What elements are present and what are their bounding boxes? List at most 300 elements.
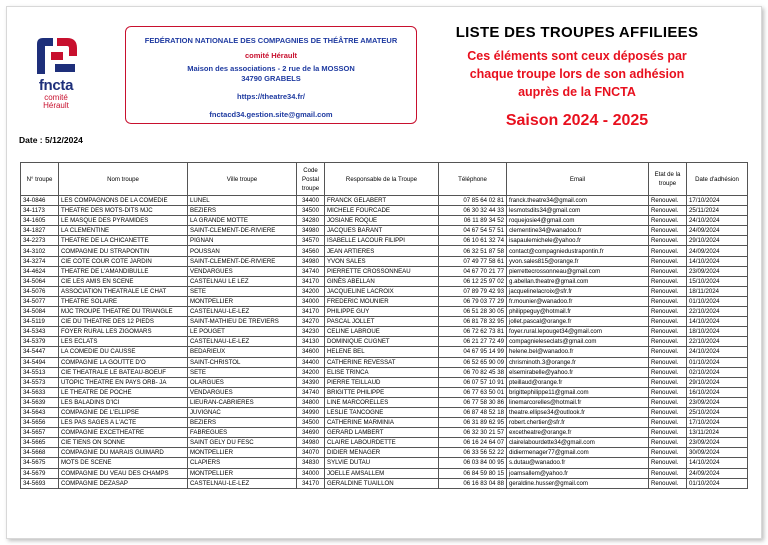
troupe-phone: 06 87 48 52 18 [439,407,507,417]
troupe-city: SAINT-CLEMENT-DE-RIVIERE [188,256,297,266]
table-row [21,256,748,266]
troupe-number: 34-5657 [21,428,59,438]
troupe-date: 14/10/2024 [687,256,748,266]
troupe-number: 34-1605 [21,216,59,226]
troupe-name: COMPAGNIE DEZASAP [59,478,188,488]
troupe-postal-code: 34270 [297,317,325,327]
troupe-city: SETE [188,286,297,296]
col-header-email: Email [507,163,649,196]
troupe-manager: JEAN ARTIERES [325,246,439,256]
troupe-date: 29/10/2024 [687,236,748,246]
troupe-city: SAINT-CHRISTOL [188,357,297,367]
troupe-date: 30/09/2024 [687,448,748,458]
troupe-name: LA COMEDIE DU CAUSSE [59,347,188,357]
troupe-email[interactable]: jollet.pascal@orange.fr [507,317,649,327]
troupe-city: VENDARGUES [188,387,297,397]
troupe-email[interactable]: pierrettecrossonneau@gmail.com [507,266,649,276]
troupe-status: Renouvel. [649,438,687,448]
troupe-phone: 06 81 78 32 95 [439,317,507,327]
website-link[interactable]: https://theatre34.fr/ [237,92,305,101]
troupe-date: 02/10/2024 [687,367,748,377]
troupe-date: 25/11/2024 [687,206,748,216]
troupe-manager: FRANCK GELABERT [325,196,439,206]
troupe-postal-code: 34390 [297,377,325,387]
troupe-status: Renouvel. [649,216,687,226]
troupe-postal-code: 34500 [297,418,325,428]
table-row [21,337,748,347]
table-row [21,438,748,448]
troupe-name: MJC TROUPE THEATRE DU TRIANGLE [59,307,188,317]
table-row [21,377,748,387]
troupe-date: 18/10/2024 [687,327,748,337]
troupe-number: 34-5639 [21,397,59,407]
troupe-date: 24/09/2024 [687,468,748,478]
document-date: Date : 5/12/2024 [19,135,83,145]
troupe-status: Renouvel. [649,256,687,266]
troupe-date: 18/11/2024 [687,286,748,296]
troupe-city: LUNEL [188,196,297,206]
troupe-phone: 07 85 64 02 81 [439,196,507,206]
troupe-date: 22/10/2024 [687,337,748,347]
troupe-email[interactable]: g.abellan.theatre@gmail.com [507,276,649,286]
troupe-city: BEZIERS [188,418,297,428]
troupe-phone: 06 79 03 77 29 [439,296,507,306]
troupe-manager: GINÈS ABELLAN [325,276,439,286]
troupe-status: Renouvel. [649,236,687,246]
troupe-city: SAINT GELY DU FESC [188,438,297,448]
troupe-number: 34-5675 [21,458,59,468]
troupe-name: THEATRE DES MOTS-DITS MJC [59,206,188,216]
troupe-postal-code: 34980 [297,438,325,448]
troupe-postal-code: 34740 [297,266,325,276]
col-header-manager: Responsable de la Troupe [325,163,439,196]
troupe-city: POUSSAN [188,246,297,256]
troupe-postal-code: 34230 [297,327,325,337]
troupe-manager: PHILIPPE GUY [325,307,439,317]
troupe-city: LIEURAN-CABRIERES [188,397,297,407]
troupe-number: 34-5668 [21,448,59,458]
table-row [21,196,748,206]
document-title: LISTE DES TROUPES AFFILIEES [455,24,699,41]
troupe-number: 34-5656 [21,418,59,428]
troupe-date: 13/11/2024 [687,428,748,438]
troupe-city: FABREGUES [188,428,297,438]
troupe-status: Renouvel. [649,387,687,397]
table-row [21,307,748,317]
troupe-date: 17/10/2024 [687,418,748,428]
table-row [21,428,748,438]
troupe-postal-code: 34170 [297,276,325,286]
troupe-phone: 04 67 70 21 77 [439,266,507,276]
troupe-date: 23/09/2024 [687,397,748,407]
table-row [21,317,748,327]
troupe-name: THEATRE DE LA CHICANETTE [59,236,188,246]
troupe-status: Renouvel. [649,226,687,236]
committee-name: comité Hérault [244,51,298,60]
troupe-postal-code: 34560 [297,246,325,256]
table-row [21,286,748,296]
troupe-manager: HELENE BEL [325,347,439,357]
troupe-phone: 04 67 95 14 99 [439,347,507,357]
troupe-city: LA GRANDE MOTTE [188,216,297,226]
troupe-name: COMPAGNIE DU STRAPONTIN [59,246,188,256]
troupe-name: CIE LES AMIS EN SCENE [59,276,188,286]
troupe-name: THEATRE SOLAIRE [59,296,188,306]
troupe-date: 25/10/2024 [687,407,748,417]
troupe-date: 16/10/2024 [687,387,748,397]
troupe-email[interactable]: pteillaud@orange.fr [507,377,649,387]
document-page [6,6,762,539]
troupe-email[interactable]: yvon.sales815@orange.fr [507,256,649,266]
troupe-manager: PASCAL JOLLET [325,317,439,327]
troupe-number: 34-5084 [21,307,59,317]
troupe-status: Renouvel. [649,448,687,458]
troupe-phone: 07 89 79 42 93 [439,286,507,296]
troupe-city: MONTPELLIER [188,468,297,478]
troupe-date: 15/10/2024 [687,276,748,286]
table-row [21,246,748,256]
troupe-phone: 06 32 30 21 57 [439,428,507,438]
troupe-number: 34-5343 [21,327,59,337]
troupe-status: Renouvel. [649,468,687,478]
table-row [21,478,748,488]
troupe-name: LES ECLATS [59,337,188,347]
troupe-phone: 06 16 24 64 07 [439,438,507,448]
troupe-name: COMPAGNIE DU MARAIS GUIMARD [59,448,188,458]
troupe-email[interactable]: lesmotsdits34@gmail.com [507,206,649,216]
troupe-number: 34-3274 [21,256,59,266]
troupe-email[interactable]: robert.chertier@sfr.fr [507,418,649,428]
email-link[interactable]: fnctacd34.gestion.site@gmail.com [209,110,333,119]
col-header-phone: Téléphone [439,163,507,196]
troupe-manager: ELISE TRINCA [325,367,439,377]
troupe-manager: DOMINIQUE CUGNET [325,337,439,347]
troupe-phone: 06 31 89 62 95 [439,418,507,428]
troupe-status: Renouvel. [649,478,687,488]
troupe-date: 23/09/2024 [687,438,748,448]
troupe-phone: 06 32 51 87 58 [439,246,507,256]
troupe-status: Renouvel. [649,246,687,256]
troupe-number: 34-3102 [21,246,59,256]
troupe-name: LE MASQUE DES PYRAMIDES [59,216,188,226]
troupe-email[interactable]: jacquelinelacroix@sfr.fr [507,286,649,296]
troupes-table [20,162,748,489]
troupe-phone: 06 77 63 50 01 [439,387,507,397]
table-row [21,236,748,246]
troupe-postal-code: 34200 [297,286,325,296]
troupe-email[interactable]: compagnieleseclats@gmail.com [507,337,649,347]
col-header-name: Nom troupe [59,163,188,196]
troupe-number: 34-5633 [21,387,59,397]
season-label: Saison 2024 - 2025 [505,112,649,129]
troupe-date: 01/10/2024 [687,478,748,488]
troupe-status: Renouvel. [649,327,687,337]
troupe-postal-code: 34830 [297,458,325,468]
troupe-status: Renouvel. [649,397,687,407]
table-row [21,357,748,367]
troupe-postal-code: 34570 [297,236,325,246]
logo-sub-comite: comité [44,93,68,102]
troupe-name: LES BALADINS D'ICI [59,397,188,407]
troupe-city: CLAPIERS [188,458,297,468]
federation-info-box [125,26,417,124]
logo-sub-herault: Hérault [43,101,69,110]
troupe-number: 34-5643 [21,407,59,417]
troupe-email[interactable]: linemarcorelles@hotmail.fr [507,397,649,407]
troupe-manager: JACQUELINE LACROIX [325,286,439,296]
troupe-date: 17/10/2024 [687,196,748,206]
troupe-manager: LINE MARCORELLES [325,397,439,407]
troupe-manager: LESLIE TANCOGNE [325,407,439,417]
troupe-city: CASTELNAU-LE-LEZ [188,478,297,488]
troupe-status: Renouvel. [649,276,687,286]
troupe-name: CIE TIENS ON SONNE [59,438,188,448]
table-row [21,407,748,417]
troupe-manager: MICHELE FOURCADE [325,206,439,216]
troupe-number: 34-5494 [21,357,59,367]
logo-text: fncta [38,77,74,94]
table-row [21,347,748,357]
troupe-manager: CLAIRE LABOURDETTE [325,438,439,448]
troupe-city: MONTPELLIER [188,448,297,458]
col-header-status: Etat de la troupe [649,163,687,196]
table-row [21,276,748,286]
troupe-date: 22/10/2024 [687,307,748,317]
postal-line: 34790 GRABELS [241,74,301,83]
troupe-postal-code: 34690 [297,428,325,438]
troupe-city: CASTELNAU-LE-LEZ [188,307,297,317]
troupe-city: SETE [188,367,297,377]
troupe-phone: 06 33 56 52 22 [439,448,507,458]
troupe-number: 34-5077 [21,296,59,306]
troupe-city: JUVIGNAC [188,407,297,417]
troupe-status: Renouvel. [649,418,687,428]
table-row [21,448,748,458]
troupe-city: BEDARIEUX [188,347,297,357]
troupe-email[interactable]: excetheatre@orange.fr [507,428,649,438]
troupe-postal-code: 34280 [297,216,325,226]
troupe-phone: 06 11 89 34 52 [439,216,507,226]
troupe-manager: ISABELLE LACOUR FILIPPI [325,236,439,246]
troupe-number: 34-0846 [21,196,59,206]
fncta-logo-mark [31,34,81,76]
troupe-phone: 04 67 54 57 51 [439,226,507,236]
troupe-number: 34-2273 [21,236,59,246]
troupe-city: BEZIERS [188,206,297,216]
troupe-name: UTOPIC THEATRE EN PAYS ORB- JA [59,377,188,387]
troupe-postal-code: 34990 [297,407,325,417]
troupe-manager: JOSIANE ROQUE [325,216,439,226]
troupe-manager: GERALDINE TUAILLON [325,478,439,488]
troupe-status: Renouvel. [649,347,687,357]
troupe-number: 34-5665 [21,438,59,448]
troupe-date: 23/09/2024 [687,266,748,276]
federation-name: FEDÉRATION NATIONALE DES COMPAGNIES DE THÉÂTRE AMATEUR [144,36,398,45]
note-line-3: auprès de la FNCTA [518,85,636,99]
troupe-name: THEATRE DE L'AMANDIBULLE [59,266,188,276]
troupe-manager: SYLVIE DUTAU [325,458,439,468]
troupe-status: Renouvel. [649,286,687,296]
troupe-status: Renouvel. [649,317,687,327]
troupe-number: 34-5573 [21,377,59,387]
troupe-city: SAINT-MATHIEU DE TREVIERS [188,317,297,327]
troupe-email[interactable]: franck.theatre34@gmail.com [507,196,649,206]
troupe-name: ASSOCIATION THEATRALE LE CHAT [59,286,188,296]
address-line: Maison des associations - 2 rue de la MOSSON [187,64,355,73]
troupe-number: 34-5693 [21,478,59,488]
table-row [21,206,748,216]
troupe-email[interactable]: roquejosie4@gmail.com [507,216,649,226]
troupe-phone: 06 77 58 30 86 [439,397,507,407]
troupe-manager: FREDERIC MOUNIER [325,296,439,306]
troupe-status: Renouvel. [649,357,687,367]
col-header-postal: Code Postal troupe [297,163,325,196]
troupe-status: Renouvel. [649,307,687,317]
table-row [21,327,748,337]
troupe-city: CASTELNAU LE LEZ [188,276,297,286]
col-header-date: Date d'adhésion [687,163,748,196]
troupe-name: LES PAS SAGES A L'ACTE [59,418,188,428]
troupe-date: 01/10/2024 [687,357,748,367]
table-row [21,266,748,276]
troupe-manager: PIERRE TEILLAUD [325,377,439,387]
troupe-name: FOYER RURAL LES ZIGOMARS [59,327,188,337]
troupe-phone: 06 70 82 45 38 [439,367,507,377]
troupe-postal-code: 34000 [297,468,325,478]
troupe-manager: CATHERINE MARMINIA [325,418,439,428]
col-header-number: N° troupe [21,163,59,196]
troupe-postal-code: 34170 [297,307,325,317]
troupe-postal-code: 34070 [297,448,325,458]
troupe-number: 34-1173 [21,206,59,216]
troupe-email[interactable]: elsemirabelle@yahoo.fr [507,367,649,377]
troupe-phone: 06 72 62 73 81 [439,327,507,337]
troupe-phone: 06 16 83 04 88 [439,478,507,488]
troupe-date: 29/10/2024 [687,377,748,387]
troupe-number: 34-1827 [21,226,59,236]
troupe-postal-code: 34130 [297,337,325,347]
troupe-date: 01/10/2024 [687,296,748,306]
col-header-city: Ville troupe [188,163,297,196]
troupe-manager: JOELLE AMSALLEM [325,468,439,478]
troupe-city: OLARGUES [188,377,297,387]
troupe-email[interactable]: didiermenager77@gmail.com [507,448,649,458]
troupe-status: Renouvel. [649,367,687,377]
troupe-email[interactable]: foyer.rural.lepouget34@gmail.com [507,327,649,337]
troupe-name: LES COMPAGNONS DE LA COMEDIE [59,196,188,206]
troupe-email[interactable]: contact@compagniedustrapontin.fr [507,246,649,256]
troupe-phone: 06 07 57 10 91 [439,377,507,387]
troupe-date: 14/10/2024 [687,317,748,327]
troupe-email[interactable]: helene.bel@wanadoo.fr [507,347,649,357]
troupe-date: 24/10/2024 [687,216,748,226]
troupe-date: 24/09/2024 [687,246,748,256]
table-row [21,418,748,428]
troupe-number: 34-5076 [21,286,59,296]
troupe-email[interactable]: brigittephilippe11@gmail.com [507,387,649,397]
troupe-email[interactable]: theatre.ellipse34@outlook.fr [507,407,649,417]
troupe-phone: 06 12 25 97 02 [439,276,507,286]
troupe-city: MONTPELLIER [188,296,297,306]
table-row [21,397,748,407]
troupe-email[interactable]: chrisminoth.3@orange.fr [507,357,649,367]
troupe-name: LA CLEMENTINE [59,226,188,236]
table-body [21,196,748,489]
troupe-city: LE POUGET [188,327,297,337]
troupe-phone: 06 03 84 00 95 [439,458,507,468]
troupe-postal-code: 34500 [297,206,325,216]
troupe-name: CIE DU THEATRE DES 12 PIEDS [59,317,188,327]
troupe-name: MOTS DE SCENE [59,458,188,468]
table-row [21,216,748,226]
troupe-postal-code: 34740 [297,387,325,397]
note-line-2: chaque troupe lors de son adhésion [469,67,685,81]
troupe-number: 34-5379 [21,337,59,347]
troupe-manager: DIDIER MENAGER [325,448,439,458]
troupe-name: CIE COTE COUR COTE JARDIN [59,256,188,266]
troupe-name: COMPAGNIE DE L'ELLIPSE [59,407,188,417]
troupe-postal-code: 34980 [297,226,325,236]
troupe-email[interactable]: s.dutau@wanadoo.fr [507,458,649,468]
troupe-phone: 07 49 77 58 61 [439,256,507,266]
troupe-postal-code: 34800 [297,397,325,407]
troupe-manager: CATHERINE REVESSAT [325,357,439,367]
troupe-city: CASTELNAU-LE-LEZ [188,337,297,347]
troupe-postal-code: 34400 [297,357,325,367]
troupe-postal-code: 34200 [297,367,325,377]
troupe-number: 34-5447 [21,347,59,357]
troupe-name: CIE THEATRALE LE BATEAU-BOEUF [59,367,188,377]
troupe-email[interactable]: philippeguy@hotmail.fr [507,307,649,317]
troupe-postal-code: 34170 [297,478,325,488]
troupe-name: LE THEATRE DE POCHE [59,387,188,397]
troupe-postal-code: 34000 [297,296,325,306]
troupe-status: Renouvel. [649,206,687,216]
troupe-number: 34-5064 [21,276,59,286]
troupe-postal-code: 34980 [297,256,325,266]
troupe-number: 34-4624 [21,266,59,276]
troupe-status: Renouvel. [649,266,687,276]
troupe-status: Renouvel. [649,458,687,468]
troupe-name: COMPAGNIE LA GOUTTE D'O [59,357,188,367]
troupe-number: 34-5679 [21,468,59,478]
troupe-email[interactable]: geraldine.husser@gmail.com [507,478,649,488]
troupe-email[interactable]: joamsallem@yahoo.fr [507,468,649,478]
troupe-phone: 06 10 61 32 74 [439,236,507,246]
troupe-date: 24/10/2024 [687,347,748,357]
troupe-manager: JACQUES BARANT [325,226,439,236]
troupe-name: COMPAGNIE EXCETHEATRE [59,428,188,438]
troupe-email[interactable]: clairelabourdette34@gmail.com [507,438,649,448]
troupe-number: 34-5513 [21,367,59,377]
troupe-manager: GERARD LAMBERT [325,428,439,438]
troupe-manager: CELINE LABROUE [325,327,439,337]
troupe-email[interactable]: clementine34@wanadoo.fr [507,226,649,236]
troupe-date: 14/10/2024 [687,458,748,468]
troupe-email[interactable]: isapaulemichele@yahoo.fr [507,236,649,246]
troupe-manager: PIERRETTE CROSSONNEAU [325,266,439,276]
troupe-city: SAINT-CLEMENT-DE-RIVIERE [188,226,297,236]
troupe-phone: 06 51 28 30 05 [439,307,507,317]
troupe-number: 34-5119 [21,317,59,327]
troupe-postal-code: 34600 [297,347,325,357]
table-header-row [21,163,748,196]
troupe-status: Renouvel. [649,196,687,206]
troupe-status: Renouvel. [649,296,687,306]
troupe-phone: 06 84 59 80 15 [439,468,507,478]
troupe-email[interactable]: fr.mounier@wanadoo.fr [507,296,649,306]
troupe-manager: YVON SALES [325,256,439,266]
